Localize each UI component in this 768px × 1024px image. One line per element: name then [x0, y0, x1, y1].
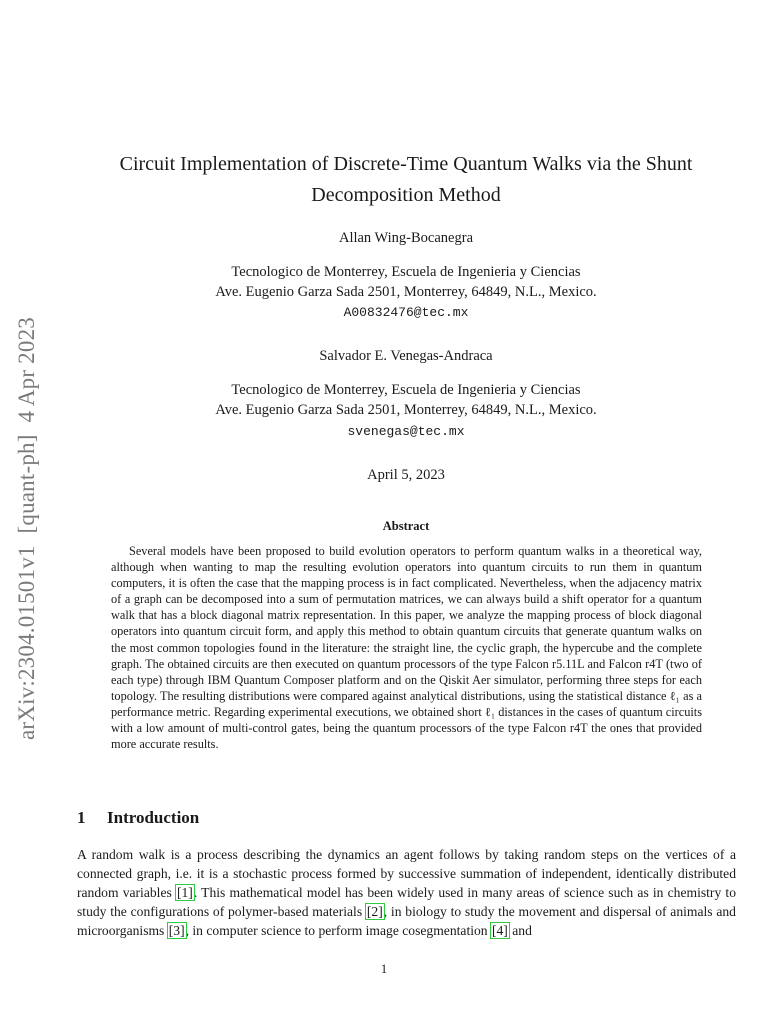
page-number: 1: [380, 962, 388, 976]
citation-link[interactable]: [3]: [168, 923, 185, 939]
citation-link[interactable]: [2]: [366, 904, 383, 920]
section-title: Introduction: [107, 808, 200, 827]
author-address: Ave. Eugenio Garza Sada 2501, Monterrey, 64849, N.L., Mexico.: [215, 402, 597, 418]
arxiv-identifier: arXiv:2304.01501v1 [quant-ph] 4 Apr 2023: [14, 317, 39, 740]
paper-date: April 5, 2023: [367, 467, 445, 483]
abstract-heading: Abstract: [382, 519, 430, 533]
intro-text-segment: , in computer science to perform image cosegmentation: [185, 923, 491, 939]
intro-text-segment: A random walk is a process describing the dynamics an agent follows by taking random steps on the vertices of a connected graph, i.e. it is a stochastic process formed by successive summation of independent, identically distributed random variables: [77, 847, 736, 901]
section-heading: [77, 808, 199, 828]
abstract-body: Several models have been proposed to build evolution operators to perform quantum walks in a theoretical way, although when wanting to map the resulting evolution operators into quantum circuits to run them in quantum computers, it is often the case that the mapping process is in fact complicated. Nevertheless, when the adjacency matrix of a graph can be decomposed into a sum of permutation matrices, we can always build a shift operator for a quantum walk that has a block diagonal matrix representation. In this paper, we analyze the mapping process of block diagonal operators into quantum circuit form, and apply this method to obtain quantum circuits that generate quantum walks on the most common topologies found in the literature: the straight line, the cyclic graph, the hypercube and the complete graph. The obtained circuits are then executed on quantum processors of the type Falcon r5.11L and Falcon r4T (two of each type) through IBM Quantum Composer platform and on the Qiskit Aer simulator, performing three steps for each topology. The resulting distributions were compared against analytical distributions, using the statistical distance ℓ₁ as a performance metric. Regarding experimental executions, we obtained short ℓ₁ distances in the cases of quantum circuits with a low amount of multi-control gates, being the quantum processors of the type Falcon r4T the ones that provided more accurate results.: [111, 544, 702, 752]
author-name: Salvador E. Venegas-Andraca: [319, 348, 493, 364]
citation-link[interactable]: [4]: [491, 923, 508, 939]
intro-text-segment: . This mathematical model has been widely used in many areas of science such as in chemistry to study the configurations of polymer-based materials: [77, 885, 737, 920]
introduction-paragraph: [77, 845, 736, 940]
author-email[interactable]: A00832476@tec.mx: [343, 305, 469, 320]
author-address: Ave. Eugenio Garza Sada 2501, Monterrey, 64849, N.L., Mexico.: [215, 284, 597, 300]
citation-link[interactable]: [1]: [176, 885, 193, 901]
author-affiliation: Tecnologico de Monterrey, Escuela de Ingenieria y Ciencias: [231, 382, 581, 398]
paper-title: Circuit Implementation of Discrete-Time Quantum Walks via the Shunt Decomposition Method: [119, 153, 693, 206]
intro-text-segment: , in biology to study the movement and dispersal of animals and microorganisms: [77, 904, 736, 939]
section-number: 1: [77, 808, 86, 827]
author-affiliation: Tecnologico de Monterrey, Escuela de Ingenieria y Ciencias: [231, 264, 581, 280]
author-name: Allan Wing-Bocanegra: [338, 230, 474, 246]
intro-text-segment: and: [508, 923, 532, 939]
author-email[interactable]: svenegas@tec.mx: [347, 424, 465, 439]
